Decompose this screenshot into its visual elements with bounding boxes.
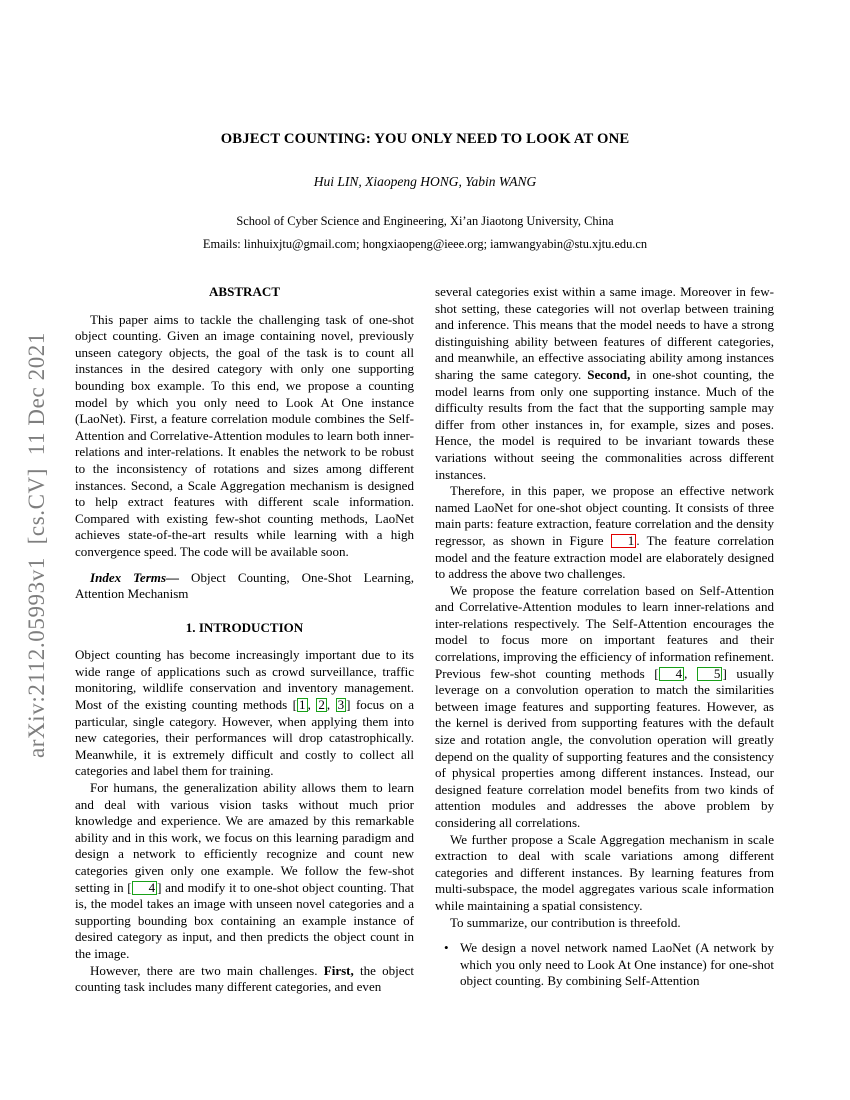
text-segment: Object counting has become increasingly important due to its wide range of applications such as crowd surveillance, traffic monitoring, wildlife conservation and inventory management. Most of the existing counting methods [ [75, 647, 414, 713]
list-item [435, 940, 774, 990]
abstract-paragraph: This paper aims to tackle the challenging task of one-shot object counting. Given an image containing novel, previously unseen category objects, the goal of the task is to count all instances in the desired category with only one supporting bounding box example. To this end, we propose a counting model by which you only need to Look At One instance (LaoNet). First, a feature correlation module combines the Self-Attention and Correlative-Attention modules to learn both inner-relations and inter-relations. It enables the network to be robust to the inconsistency of rotations and sizes among different instances. Second, a Scale Aggregation mechanism is designed to help extract features with different scale information. Compared with existing few-shot counting methods, LaoNet achieves state-of-the-art results while learning with a high convergence speed. The code will be available soon. [75, 311, 414, 559]
text-segment: Therefore, in this paper, we propose an effective network named LaoNet for one-shot object counting. It consists of three main parts: feature extraction, feature correlation and the density regressor, as shown in Figure [435, 483, 774, 548]
citation-link-4[interactable]: 4 [132, 881, 158, 895]
right-paragraph-5: To summarize, our contribution is threefold. [450, 914, 681, 930]
index-terms [75, 570, 414, 603]
contribution-list [435, 940, 774, 990]
citation-link-1[interactable]: 1 [299, 697, 306, 713]
paper-authors: Hui LIN, Xiaopeng HONG, Yabin WANG [313, 174, 537, 189]
text-segment: the object counting task includes many different categories, and even [75, 962, 415, 995]
index-terms-label: Index Terms— [90, 569, 180, 585]
intro-paragraph-3 [75, 963, 414, 996]
text-segment: , [326, 697, 336, 713]
bullet-icon: • [444, 940, 449, 956]
citation-link-3[interactable]: 3 [337, 697, 345, 713]
text-segment: . The feature correlation model and the feature extraction model are elaborately designed to address the above two challenges. [435, 532, 775, 582]
bold-text-second: Second, [587, 366, 631, 382]
citation-link-5[interactable]: 5 [697, 667, 723, 681]
two-column-body [0, 284, 850, 996]
text-segment: , [307, 697, 317, 713]
right-paragraph-2 [435, 483, 774, 583]
right-paragraph-1 [435, 284, 774, 483]
figure-1-link[interactable]: 1 [611, 534, 637, 548]
right-paragraph-3 [435, 583, 774, 832]
column-right [435, 284, 774, 996]
paper-emails: Emails: linhuixjtu@gmail.com; hongxiaopeng@ieee.org; iamwangyabin@stu.xjtu.edu.cn [202, 237, 648, 251]
citation-link-4b[interactable]: 4 [659, 667, 685, 681]
text-segment: several categories exist within a same image. Moreover in few-shot setting, these categories will not overlap between training and inference. This means that the model needs to have a strong distinguishing ability between features of different categories, and meanwhile, an effective associating ability among instances sharing the same category. [435, 284, 774, 382]
citation-link-2[interactable]: 2 [318, 697, 325, 713]
introduction-heading: 1. INTRODUCTION [185, 619, 304, 635]
arxiv-watermark: arXiv:2112.05993v1 [cs.CV] 11 Dec 2021 [24, 331, 49, 759]
text-segment: , [684, 665, 697, 681]
text-segment: ] usually leverage on a convolution operation to match the similarities between image features and supporting features. However, as the kernel is derived from supporting features with the default size and rotation angle, the convolution operation will greatly depend on the quality of supporting features and the consistency of physical properties among different instances. Instead, our designed feature correlation model benefits from two kinds of attention modules and addresses the above problem by considering all correlations. [435, 665, 775, 830]
text-segment: ] and modify it to one-shot object counting. That is, the model takes an image with unseen novel categories and a supporting bounding box containing an example instance of desired category as input, and then predicts the object count in the image. [75, 879, 415, 961]
paper-affiliation: School of Cyber Science and Engineering, Xi’an Jiaotong University, China [236, 214, 614, 228]
text-segment: ] focus on a particular, single category. However, when applying them into new categories, their performances will drop catastrophically. Meanwhile, it is extremely difficult and costly to collect all categories and label them for training. [75, 697, 415, 779]
abstract-heading: ABSTRACT [208, 284, 281, 299]
intro-paragraph-2 [75, 780, 414, 963]
text-segment: in one-shot counting, the model learns from only one supporting instance. Much of the difficulty results from the fact that the supporting sample may differ from other instances in, for example, sizes and poses. Hence, the model is required to be invariant towards these variations without seeing the commonalities across different instances. [435, 366, 774, 482]
paper-title: OBJECT COUNTING: YOU ONLY NEED TO LOOK AT ONE [220, 131, 630, 147]
text-segment: However, there are two main challenges. [90, 962, 324, 978]
intro-paragraph-1 [75, 647, 414, 780]
text-segment: We design a novel network named LaoNet (A network by which you only need to Look At One instance) for one-shot object counting. By combining Self-Attention [460, 940, 774, 989]
bold-text-first: First, [323, 962, 354, 978]
text-segment: For humans, the generalization ability allows them to learn and deal with various vision tasks without much prior knowledge and experience. We are amazed by this remarkable ability and in this work, we focus on this learning paradigm and design a network to efficiently recognize and count new categories given only one example. We follow the few-shot setting in [ [75, 780, 414, 895]
column-left [75, 284, 414, 996]
right-paragraph-4: We further propose a Scale Aggregation mechanism in scale extraction to deal with scale variations among different categories and different instances. By learning features from multi-subspace, the model aggregates various scale information while maintaining a spatial consistency. [435, 831, 774, 913]
text-segment: We propose the feature correlation based on Self-Attention and Correlative-Attention modules to learn inner-relations and inter-relations respectively. The Self-Attention encourages the model to focus more on important features and their correlations, improving the efficiency of information refinement. Previous few-shot counting methods [ [435, 582, 774, 681]
paper-header [0, 0, 850, 252]
index-terms-text: Object Counting, One-Shot Learning, Attention Mechanism [75, 569, 414, 602]
